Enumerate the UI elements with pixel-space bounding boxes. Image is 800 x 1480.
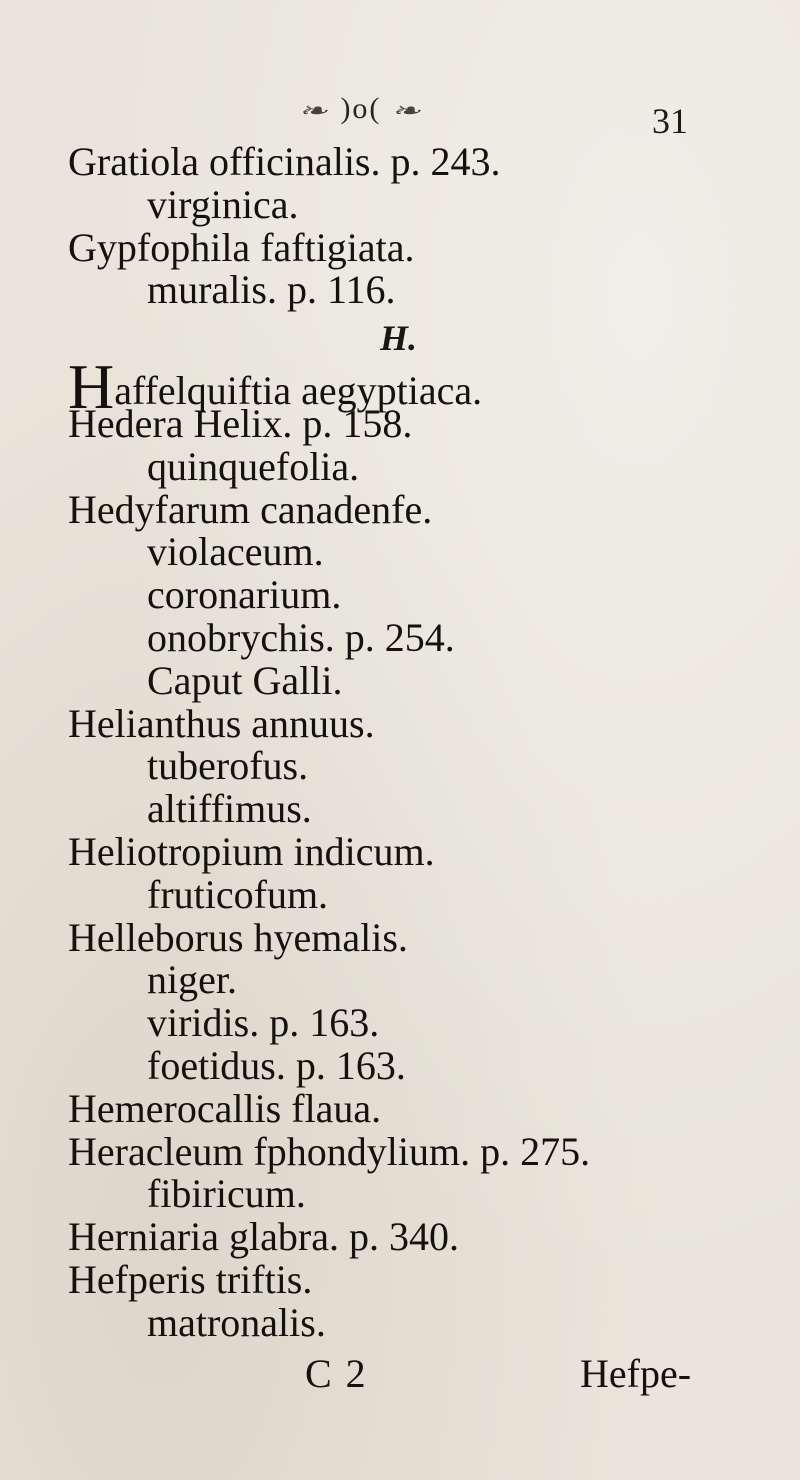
index-entry: Gypfophila faftigiata. [68, 224, 415, 270]
page-number: 31 [652, 101, 688, 141]
index-entry: Helianthus annuus. [68, 700, 375, 746]
ornament-left: ❧ [297, 98, 331, 123]
index-entry: Gratiola officinalis. p. 243. [68, 139, 501, 184]
dropcap-letter: H [68, 351, 115, 423]
index-entry: muralis. p. 116. [147, 267, 396, 313]
index-entry: fibiricum. [147, 1171, 306, 1217]
ornament-center: )o( [340, 92, 382, 125]
index-entry: onobrychis. p. 254. [147, 615, 455, 660]
index-entry: quinquefolia. [147, 443, 360, 489]
index-entry: fruticofum. [147, 871, 329, 917]
index-entry: viridis. p. 163. [147, 1000, 380, 1046]
index-entry: Caput Galli. [147, 657, 343, 703]
index-entry: Heliotropium indicum. [68, 829, 435, 874]
index-entry: niger. [147, 957, 237, 1003]
index-entry: violaceum. [147, 529, 324, 575]
index-entry: Helleborus hyemalis. [68, 914, 408, 960]
index-entry: Hemerocallis flaua. [68, 1085, 382, 1131]
index-entry: coronarium. [147, 572, 342, 618]
index-entry: matronalis. [147, 1299, 326, 1345]
index-entry: Hefperis triftis. [68, 1257, 313, 1302]
section-heading: H. [380, 318, 418, 359]
index-entry-text: affelquiftia aegyptiaca. [114, 368, 483, 414]
index-entry: Hedera Helix. p. 158. [68, 401, 413, 446]
signature-mark: C 2 [305, 1350, 368, 1396]
index-entry: tuberofus. [147, 743, 309, 789]
index-entry: foetidus. p. 163. [147, 1043, 406, 1088]
ornament-right: ❧ [391, 98, 424, 123]
index-entry: Herniaria glabra. p. 340. [68, 1214, 459, 1260]
index-entry: virginica. [147, 181, 299, 227]
index-entry: Hedyfarum canadenfe. [68, 486, 433, 532]
header-ornament [288, 92, 434, 126]
index-entry: Heracleum fphondylium. p. 275. [68, 1128, 591, 1174]
index-entry: altiffimus. [147, 786, 312, 832]
catchword: Hefpe- [580, 1350, 692, 1396]
